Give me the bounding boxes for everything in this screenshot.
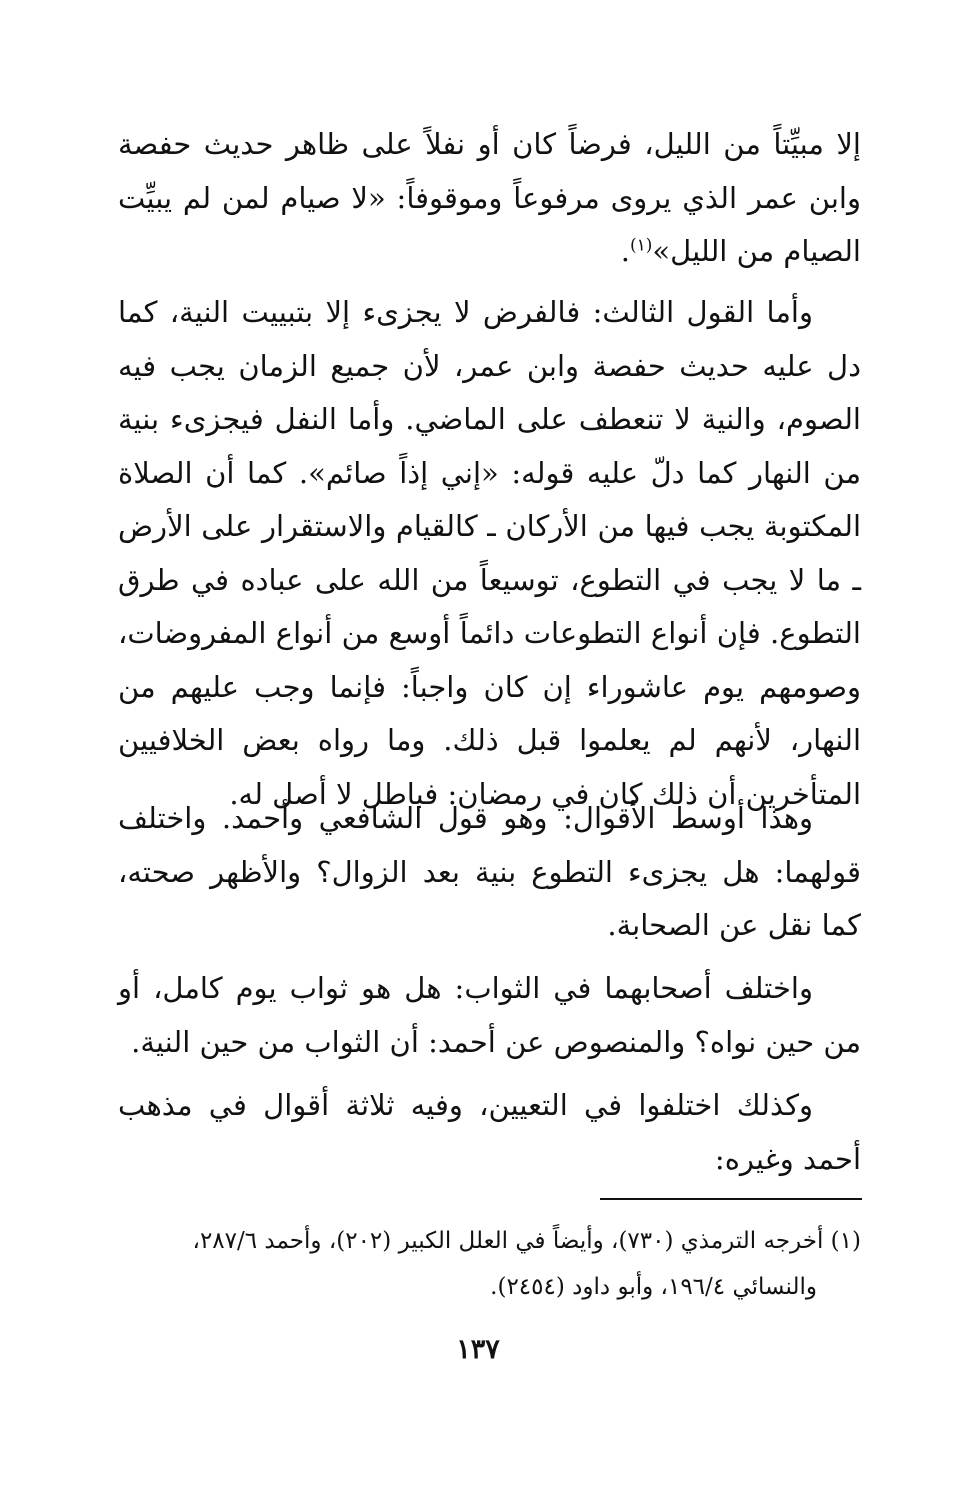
footnote-separator <box>600 1198 862 1200</box>
paragraph-1-text: إلا مبيِّتاً من الليل، فرضاً كان أو نفلاً على ظاهر حديث حفصة وابن عمر الذي يروى مرفوعاً وموقوفاً: «لا صيام لمن لم يبيِّت الصيام من الليل» <box>118 127 861 268</box>
paragraph-2: وأما القول الثالث: فالفرض لا يجزىء إلا بتبييت النية، كما دل عليه حديث حفصة وابن عمر، لأن جميع الزمان يجب فيه الصوم، والنية لا تنعطف على الماضي. وأما النفل فيجزىء بنية من النهار كما دلّ عليه قوله: «إني إذاً صائم». كما أن الصلاة المكتوبة يجب فيها من الأركان ـ كالقيام والاستقرار على الأرض ـ ما لا يجب في التطوع، توسيعاً من الله على عباده في طرق التطوع. فإن أنواع التطوعات دائماً أوسع من أنواع المفروضات، وصومهم يوم عاشوراء إن كان واجباً: فإنما وجب عليهم من النهار، لأنهم لم يعلموا قبل ذلك. وما رواه بعض الخلافيين المتأخرين أن ذلك كان في رمضان: فباطل لا أصل له. <box>118 295 861 811</box>
paragraph-1 <box>118 118 861 279</box>
footnotes <box>118 1218 861 1310</box>
footnote-reference[interactable]: (١) <box>629 235 653 256</box>
paragraph-4: واختلف أصحابهما في الثواب: هل هو ثواب يوم كامل، أو من حين نواه؟ والمنصوص عن أحمد: أن الثواب من حين النية. <box>118 971 861 1059</box>
footnote-1 <box>118 1218 861 1264</box>
footnote-1-marker: (١) <box>830 1228 861 1254</box>
footnote-1-continuation: والنسائي ١٩٦/٤، وأبو داود (٢٤٥٤). <box>490 1274 817 1300</box>
footnote-1-text: أخرجه الترمذي (٧٣٠)، وأيضاً في العلل الكبير (٢٠٢)، وأحمد ٢٨٧/٦، <box>192 1228 824 1254</box>
paragraph-1-end: . <box>620 234 630 268</box>
page-number: ١٣٧ <box>456 1334 500 1365</box>
paragraph-3: وهذا أوسط الأقوال: وهو قول الشافعي وأحمد. واختلف قولهما: هل يجزىء التطوع بنية بعد الزوال؟ والأظهر صحته، كما نقل عن الصحابة. <box>118 801 861 942</box>
paragraph-5: وكذلك اختلفوا في التعيين، وفيه ثلاثة أقوال في مذهب أحمد وغيره: <box>118 1088 861 1176</box>
